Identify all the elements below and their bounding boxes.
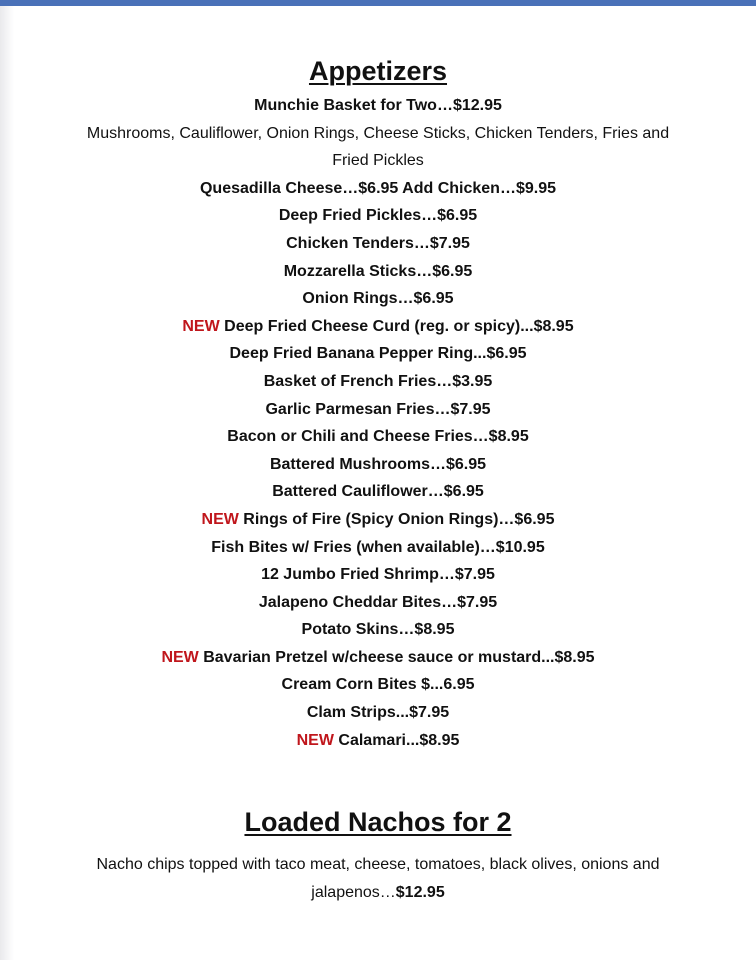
menu-item-text: Deep Fried Pickles…$6.95 [278,207,478,225]
nachos-description-line-1: Nacho chips topped with taco meat, cheese, tomatoes, black olives, onions and [96,856,660,874]
menu-item [0,616,756,644]
menu-item-text: Deep Fried Banana Pepper Ring...$6.95 [229,345,527,363]
menu-item-text: Bacon or Chili and Cheese Fries…$8.95 [227,428,529,446]
menu-item [0,285,756,313]
menu-item [0,230,756,258]
appetizers-list [0,92,756,754]
menu-item-text: Calamari...$8.95 [333,731,460,749]
nachos-description [0,851,756,906]
new-badge: NEW [161,648,199,666]
section-spacer [0,754,756,803]
menu-item-text: Cream Corn Bites $...6.95 [281,676,475,694]
menu-item-text: Rings of Fire (Spicy Onion Rings)…$6.95 [238,510,555,528]
menu-item [0,506,756,534]
menu-item [0,258,756,286]
menu-item [0,727,756,755]
menu-item [0,423,756,451]
menu-item [0,368,756,396]
new-badge: NEW [182,317,220,335]
new-badge: NEW [201,510,239,528]
menu-item [0,644,756,672]
appetizers-title: Appetizers [308,56,448,86]
menu-item-text: Clam Strips...$7.95 [306,704,450,722]
menu-item [0,699,756,727]
menu-item [0,451,756,479]
menu-item-text: Onion Rings…$6.95 [302,290,454,308]
menu-item [0,396,756,424]
menu-item-text: Battered Cauliflower…$6.95 [272,483,484,501]
menu-item [0,175,756,203]
munchie-basket-description-line-2: Fried Pickles [332,152,424,170]
menu-item-text: Bavarian Pretzel w/cheese sauce or mustard...$8.95 [198,648,595,666]
menu-item-text: Quesadilla Cheese…$6.95 Add Chicken…$9.95 [199,179,556,197]
menu-item [0,313,756,341]
menu-item-text: Potato Skins…$8.95 [301,621,455,639]
menu-item [0,202,756,230]
menu-item [0,478,756,506]
top-border [0,0,756,6]
menu-item-text: Mozzarella Sticks…$6.95 [283,262,473,280]
menu-item-text: Jalapeno Cheddar Bites…$7.95 [258,593,498,611]
menu-item [0,340,756,368]
munchie-basket-item: Munchie Basket for Two…$12.95 [254,97,502,114]
menu-item-text: 12 Jumbo Fried Shrimp…$7.95 [261,566,495,584]
menu-item-text: Battered Mushrooms…$6.95 [269,455,487,473]
menu-item-text: Chicken Tenders…$7.95 [286,234,470,252]
menu-item-text: Basket of French Fries…$3.95 [263,372,493,390]
loaded-nachos-title: Loaded Nachos for 2 [244,807,512,838]
menu-item [0,561,756,589]
menu-item-text: Garlic Parmesan Fries…$7.95 [265,400,491,418]
menu-item-text: Fish Bites w/ Fries (when available)…$10.95 [211,538,545,556]
menu-item-text: Deep Fried Cheese Curd (reg. or spicy)...$8.95 [219,317,574,335]
menu-item [0,589,756,617]
nachos-description-text: jalapenos… [311,883,396,901]
munchie-basket-description-line-1: Mushrooms, Cauliflower, Onion Rings, Cheese Sticks, Chicken Tenders, Fries and [86,124,670,142]
menu-page [0,52,756,906]
nachos-description-line-2 [0,879,756,907]
nachos-price: $12.95 [395,883,445,901]
new-badge: NEW [296,731,334,749]
menu-item [0,671,756,699]
menu-item [0,534,756,562]
